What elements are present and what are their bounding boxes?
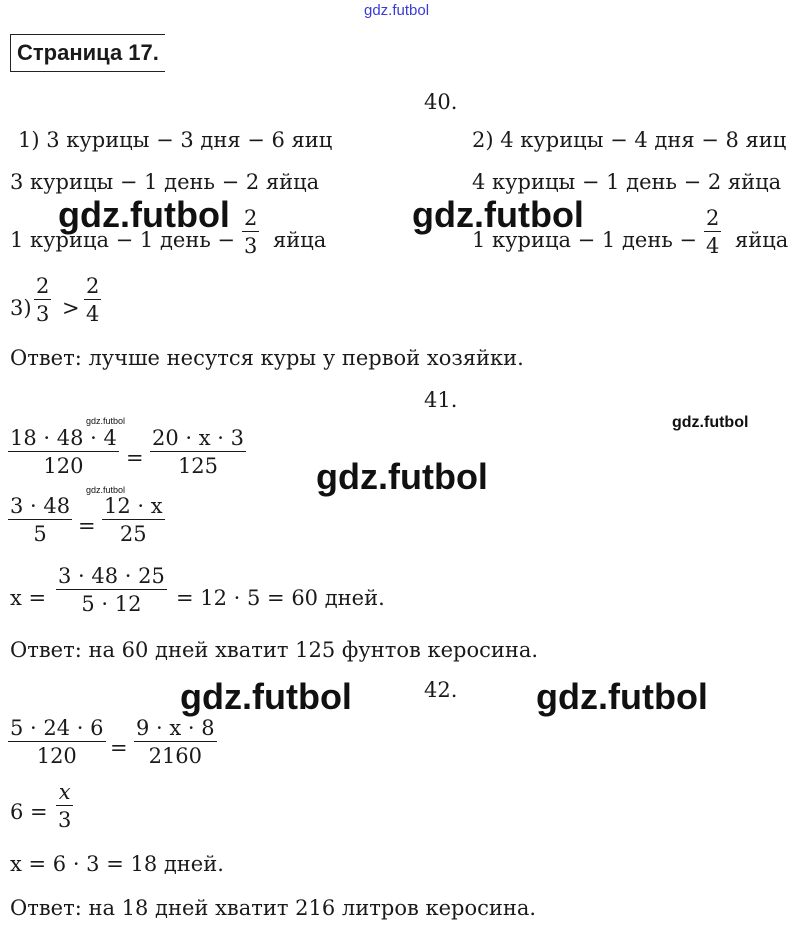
fraction-numerator: x [56, 780, 73, 806]
task-40-col1-line3-unit: яйца [273, 228, 327, 252]
task-41-eq2-right [102, 494, 165, 546]
watermark: gdz.futbol [672, 414, 749, 431]
task-41-eq2-sign: = [78, 514, 96, 538]
fraction-numerator: 2 [36, 274, 50, 298]
task-41-eq3-fraction [56, 564, 167, 616]
task-40-col1-line2: 3 курицы − 1 день − 2 яйца [10, 170, 320, 194]
task-41-eq3-rhs: = 12 · 5 = 60 дней. [176, 586, 385, 610]
task-40-compare-right [84, 274, 101, 326]
task-41-answer: Ответ: на 60 дней хватит 125 фунтов керосина. [10, 638, 539, 662]
task-40-col2-line3-unit: яйца [735, 228, 789, 252]
fraction-numerator: 18 · 48 · 4 [10, 426, 117, 450]
task-42-eq2-lhs: 6 = [10, 800, 48, 824]
watermark: gdz.futbol [364, 2, 430, 19]
task-41-eq1-sign: = [126, 446, 144, 470]
task-40-col2-line3-text: 1 курица − 1 день − [472, 228, 698, 252]
task-40-col2-line1: 2) 4 курицы − 4 дня − 8 яиц [472, 128, 787, 152]
fraction-numerator: 20 · x · 3 [152, 426, 244, 450]
fraction-denominator: 2160 [148, 744, 203, 768]
fraction-numerator: 2 [706, 206, 720, 230]
fraction-denominator: 3 [36, 302, 50, 326]
watermark: gdz.futbol [412, 194, 584, 235]
task-40-answer: Ответ: лучше несутся куры у первой хозяйки. [10, 346, 524, 370]
fraction-denominator: 120 [43, 454, 84, 478]
watermark: gdz.futbol [86, 485, 126, 495]
fraction-denominator: 5 [33, 522, 47, 546]
task-42-answer: Ответ: на 18 дней хватит 216 литров керосина. [10, 896, 537, 920]
task-40-col1-fraction [242, 206, 259, 258]
fraction-numerator: 2 [86, 274, 100, 298]
watermark: gdz.futbol [180, 676, 352, 717]
fraction-denominator: 5 · 12 [81, 592, 142, 616]
watermark: gdz.futbol [86, 416, 126, 426]
fraction-denominator: 120 [36, 744, 77, 768]
task-40-compare-left [34, 274, 51, 326]
task-40-col1-line1: 1) 3 курицы − 3 дня − 6 яиц [18, 128, 333, 152]
fraction-denominator: 3 [58, 808, 72, 832]
fraction-numerator: 2 [244, 206, 258, 230]
fraction-denominator: 25 [119, 522, 147, 546]
fraction-denominator: 3 [244, 234, 258, 258]
task-40-col2-line2: 4 курицы − 1 день − 2 яйца [472, 170, 782, 194]
fraction-denominator: 4 [86, 302, 100, 326]
task-40-col1-line3-text: 1 курица − 1 день − [10, 228, 236, 252]
watermark: gdz.futbol [316, 456, 488, 497]
fraction-denominator: 4 [706, 234, 720, 258]
page-label: Страница 17. [10, 34, 165, 72]
task-42-eq3: x = 6 · 3 = 18 дней. [10, 852, 224, 876]
fraction-numerator: 12 · x [104, 494, 163, 518]
task-40-col2-fraction [704, 206, 721, 258]
task-41-eq1-left [8, 426, 119, 478]
task-40-compare-prefix: 3) [10, 296, 32, 320]
fraction-denominator: 125 [177, 454, 219, 478]
watermark: gdz.futbol [58, 194, 230, 235]
watermark: gdz.futbol [536, 676, 708, 717]
fraction-numerator: 5 · 24 · 6 [10, 716, 104, 740]
task-40-number: 40. [424, 90, 458, 114]
task-42-eq1-right [134, 716, 217, 768]
task-42-eq1-left [8, 716, 106, 768]
task-41-eq2-left [8, 494, 72, 546]
task-41-eq3-lhs: x = [10, 586, 47, 610]
fraction-numerator: 3 · 48 [10, 494, 71, 518]
task-42-eq1-sign: = [110, 736, 128, 760]
fraction-numerator: 3 · 48 · 25 [58, 564, 165, 588]
task-41-eq1-right [150, 426, 246, 478]
task-42-eq2-fraction [56, 780, 73, 832]
task-41-number: 41. [424, 388, 458, 412]
task-42-number: 42. [424, 678, 458, 702]
fraction-numerator: 9 · x · 8 [136, 716, 215, 740]
task-40-compare-op: > [62, 296, 80, 320]
